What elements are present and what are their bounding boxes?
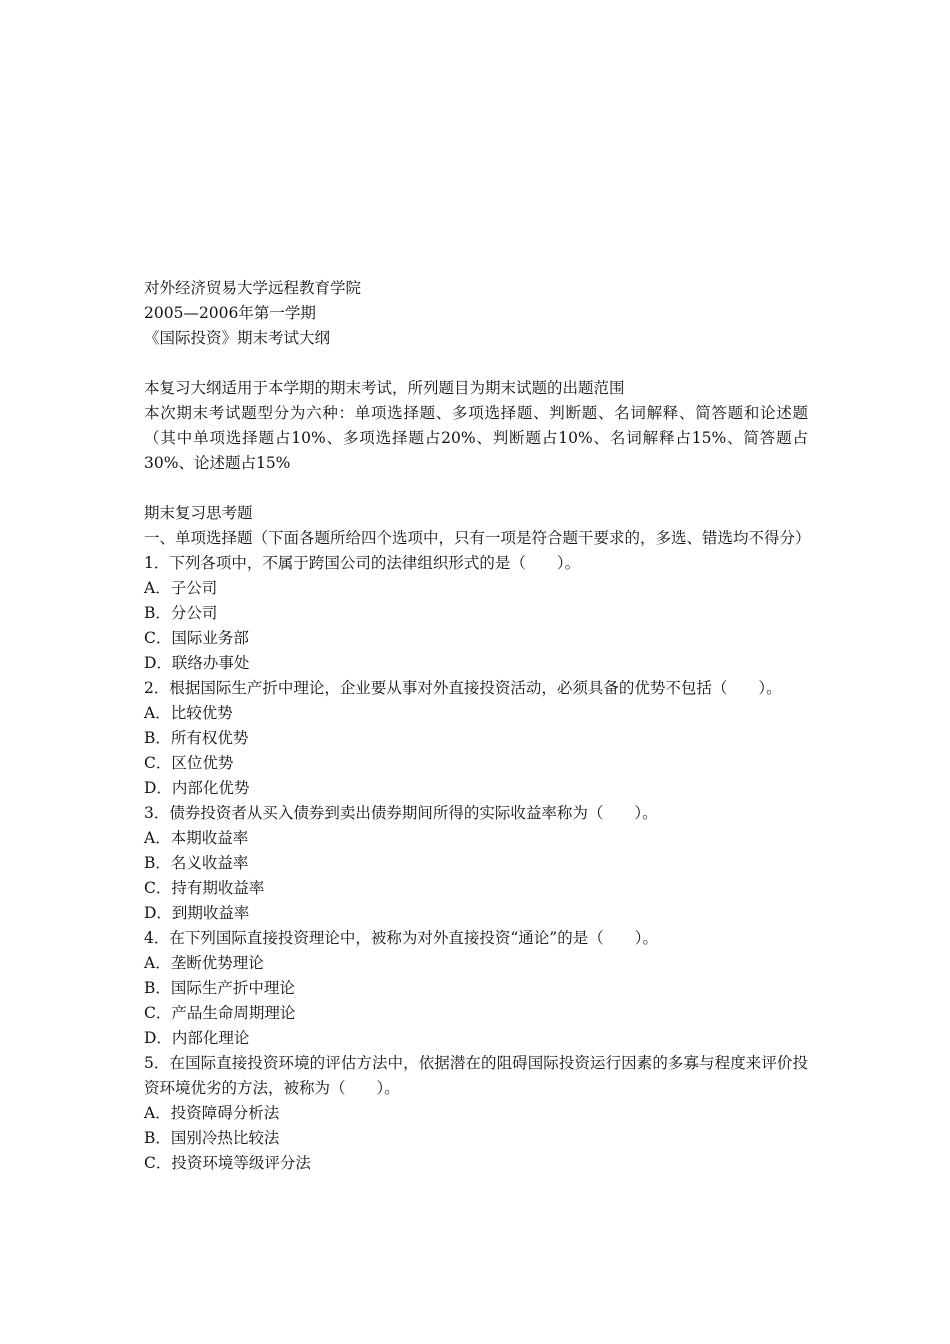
answer-option: D．到期收益率: [144, 904, 250, 922]
document-title: 《国际投资》期末考试大纲: [144, 329, 331, 347]
question-stem: 4．在下列国际直接投资理论中，被称为对外直接投资“通论”的是（ ）。: [144, 929, 658, 947]
answer-option: B．国别冷热比较法: [144, 1129, 280, 1147]
section-title: 一、单项选择题（下面各题所给四个选项中，只有一项是符合题干要求的，多选、错选均不得分）: [144, 529, 811, 547]
answer-option: B．国际生产折中理论: [144, 979, 295, 997]
intro-question-types: 本次期末考试题型分为六种：单项选择题、多项选择题、判断题、名词解释、简答题和论述题（其中单项选择题占10%、多项选择题占20%、判断题占10%、名词解释占15%、简答题占30%、论述题占15%: [144, 404, 808, 472]
answer-option: A．本期收益率: [144, 829, 249, 847]
question-stem: 5．在国际直接投资环境的评估方法中，依据潜在的阻碍国际投资运行因素的多寡与程度来评价投资环境优劣的方法，被称为（ ）。: [144, 1054, 808, 1097]
answer-option: C．国际业务部: [144, 629, 249, 647]
answer-option: C．产品生命周期理论: [144, 1004, 296, 1022]
question-item: [144, 926, 808, 1051]
question-stem: 1．下列各项中，不属于跨国公司的法律组织形式的是（ ）。: [144, 554, 581, 572]
question-stem: 2．根据国际生产折中理论，企业要从事对外直接投资活动，必须具备的优势不包括（ ）。: [144, 679, 782, 697]
question-item: [144, 551, 808, 676]
answer-option: C．持有期收益率: [144, 879, 265, 897]
intro-scope: 本复习大纲适用于本学期的期末考试，所列题目为期末试题的出题范围: [144, 379, 625, 397]
question-item: [144, 1051, 808, 1176]
institution-name: 对外经济贸易大学远程教育学院: [144, 279, 362, 297]
question-item: [144, 676, 808, 801]
spacer: [144, 476, 808, 501]
answer-option: D．内部化理论: [144, 1029, 250, 1047]
answer-option: B．分公司: [144, 604, 218, 622]
answer-option: B．名义收益率: [144, 854, 249, 872]
question-list: [144, 551, 808, 1176]
document-page: [144, 276, 811, 1176]
answer-option: B．所有权优势: [144, 729, 249, 747]
term-label: 2005—2006年第一学期: [144, 304, 316, 322]
question-item: [144, 801, 808, 926]
spacer: [144, 351, 808, 376]
answer-option: A．垄断优势理论: [144, 954, 264, 972]
answer-option: C．投资环境等级评分法: [144, 1154, 311, 1172]
answer-option: D．联络办事处: [144, 654, 250, 672]
question-stem: 3．债券投资者从买入债券到卖出债券期间所得的实际收益率称为（ ）。: [144, 804, 658, 822]
answer-option: C．区位优势: [144, 754, 234, 772]
answer-option: A．比较优势: [144, 704, 233, 722]
review-heading: 期末复习思考题: [144, 504, 253, 522]
answer-option: D．内部化优势: [144, 779, 250, 797]
answer-option: A．子公司: [144, 579, 218, 597]
answer-option: A．投资障碍分析法: [144, 1104, 280, 1122]
